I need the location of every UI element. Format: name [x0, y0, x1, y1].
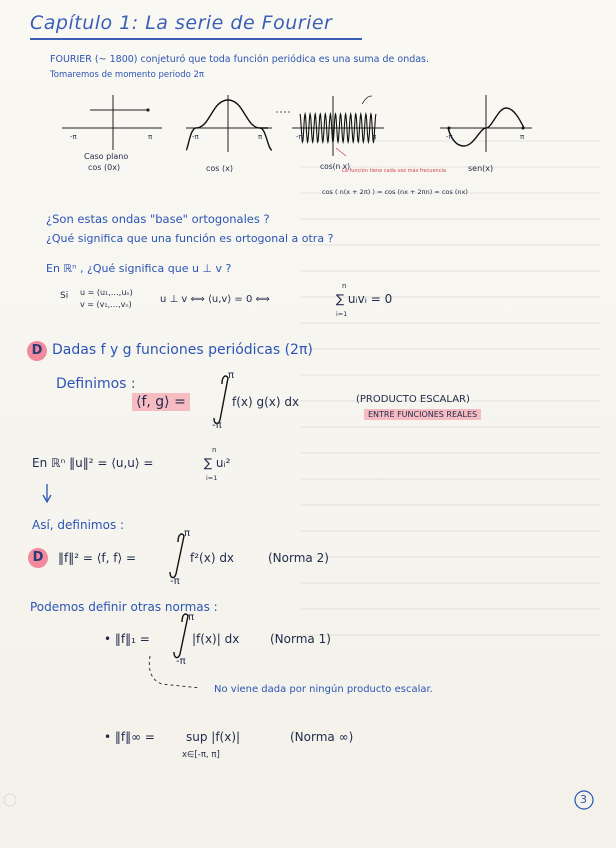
norm-rn-sum-body: ∑ uᵢ² [204, 456, 231, 470]
g2-xp-label: π [258, 133, 263, 141]
norm-inf-name: (Norma ∞) [290, 730, 354, 744]
rn-sum-body: ∑ uᵢvᵢ = 0 [336, 292, 393, 306]
norm1-lhs: • ‖f‖₁ = [104, 632, 150, 646]
norm1-note: No viene dada por ningún producto escalar. [214, 684, 433, 695]
question-3: En ℝⁿ , ¿Qué significa que u ⊥ v ? [46, 262, 232, 275]
def1-note-2: ENTRE FUNCIONES REALES [364, 409, 481, 420]
norm-inf-lhs: • ‖f‖∞ = [104, 730, 155, 744]
rn-si: Si [60, 291, 69, 301]
g3-note: La función tiene cada vez más frecuencia [342, 168, 446, 174]
integral-signs [170, 376, 231, 658]
norm-rn-sum-top: n [212, 446, 217, 454]
question-2: ¿Qué significa que una función es ortogonal a otra ? [46, 232, 334, 245]
def2-asi: Así, definimos : [32, 518, 125, 532]
rn-sum-bottom: i=1 [336, 310, 348, 318]
def2-lower-limit: -π [170, 576, 180, 587]
g2-xm-label: -π [192, 133, 199, 141]
norm-inf-subscript: x∈[-π, π] [182, 750, 220, 760]
other-norms-intro: Podemos definir otras normas : [30, 600, 218, 614]
page-number: 3 [580, 793, 587, 806]
rn-v-def: v = (v₁,…,vₙ) [80, 300, 132, 309]
rn-u-def: u = (u₁,…,uₙ) [80, 288, 133, 297]
norm1-upper-limit: π [188, 612, 195, 623]
g3-xm-label: -π [296, 133, 303, 141]
integral-sign-2 [170, 534, 184, 578]
graph-sin [440, 95, 532, 152]
norm-rn-text: En ℝⁿ ‖u‖² = ⟨u,u⟩ = [32, 456, 154, 470]
g3-formula: cos ( n(x + 2π) ) = cos (nx + 2πn) = cos (nx) [322, 188, 468, 196]
definition-marker: D [27, 341, 47, 361]
page-title: Capítulo 1: La serie de Fourier [30, 12, 333, 34]
norm1-name: (Norma 1) [270, 632, 331, 646]
g1-xp-label: π [148, 133, 153, 141]
g2-caption: cos (x) [206, 164, 233, 173]
def2-norm-name: (Norma 2) [268, 551, 329, 565]
norma1-note-connector [149, 656, 200, 688]
graph-cos-nx [276, 96, 384, 156]
g1-caption-1: Caso plano [84, 152, 129, 161]
def2-integrand: f²(x) dx [190, 551, 235, 565]
g3-xp-label: π [372, 133, 377, 141]
question-1: ¿Son estas ondas "base" ortogonales ? [46, 212, 270, 226]
norm-inf-rhs: sup |f(x)| [186, 730, 241, 744]
bleed-through-mark [4, 794, 16, 806]
g4-caption: sen(x) [468, 164, 494, 173]
g4-xm-label: -π [446, 133, 453, 141]
g1-caption-2: cos (0x) [88, 163, 121, 172]
rn-equivalence: u ⊥ v ⟺ ⟨u,v⟩ = 0 ⟺ [160, 294, 270, 305]
g1-xm-label: -π [70, 133, 77, 141]
def1-lhs: ⟨f, g⟩ = [132, 393, 190, 411]
g4-xp-label: π [520, 133, 525, 141]
def1-definimos: Definimos : [56, 376, 136, 392]
def1-upper-limit: π [228, 370, 235, 381]
def1-note-1: (PRODUCTO ESCALAR) [356, 394, 470, 405]
intro-line-1: FOURIER (~ 1800) conjeturó que toda función periódica es una suma de ondas. [50, 54, 430, 65]
norm1-integrand: |f(x)| dx [192, 632, 240, 646]
graph-cos [186, 95, 272, 152]
integral-sign-1 [214, 376, 228, 424]
graph-constant [62, 95, 162, 150]
def2-upper-limit: π [184, 528, 191, 539]
def1-integrand: f(x) g(x) dx [232, 395, 300, 409]
def2-lhs: ‖f‖² = ⟨f, f⟩ = [58, 551, 137, 565]
def1-lower-limit: -π [212, 420, 222, 431]
norm-rn-sum-bottom: i=1 [206, 474, 218, 482]
rn-sum-top: n [342, 282, 347, 290]
norm1-lower-limit: -π [176, 656, 186, 667]
g3-caption: cos(n x) [320, 162, 351, 171]
definition-marker-2: D [28, 548, 48, 568]
def1-text: Dadas f y g funciones periódicas (2π) [52, 342, 313, 358]
intro-line-2: Tomaremos de momento periodo 2π [50, 70, 205, 80]
integral-sign-3 [174, 614, 188, 658]
